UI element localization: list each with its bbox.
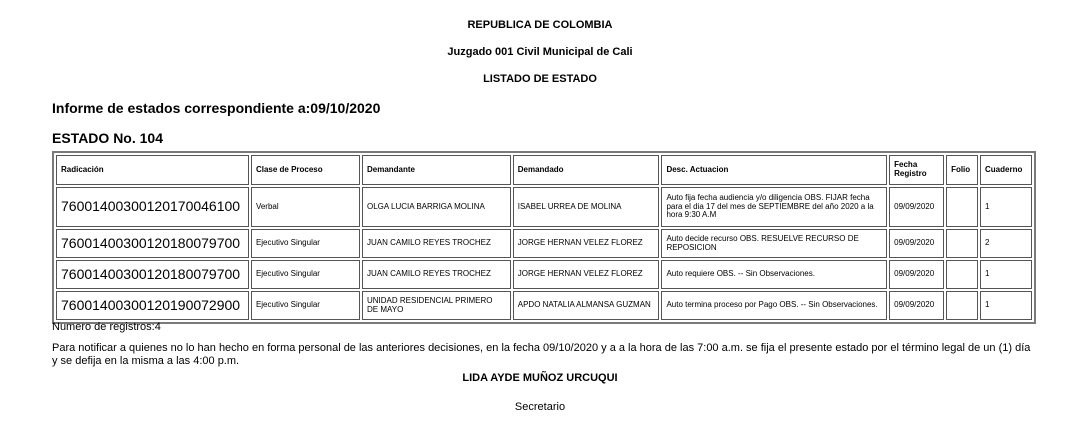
- demandado-cell: APDO NATALIA ALMANSA GUZMAN: [513, 291, 660, 320]
- column-header: Folio: [946, 155, 978, 185]
- column-header: Cuaderno: [980, 155, 1032, 185]
- header-court: Juzgado 001 Civil Municipal de Cali: [447, 46, 633, 58]
- cuaderno-cell: 1: [980, 291, 1032, 320]
- clase-proceso-cell: Ejecutivo Singular: [251, 291, 360, 320]
- clase-proceso-cell: Ejecutivo Singular: [251, 229, 360, 258]
- actuacion-cell: Auto requiere OBS. -- Sin Observaciones.: [661, 260, 887, 289]
- folio-cell: [946, 260, 978, 289]
- table-header-row: [56, 155, 1032, 185]
- cuaderno-cell: 2: [980, 229, 1032, 258]
- demandante-cell: JUAN CAMILO REYES TROCHEZ: [362, 260, 511, 289]
- fecha-cell: 09/09/2020: [889, 187, 944, 227]
- estado-table: [52, 151, 1036, 324]
- radicacion-cell: 76001400300120180079700: [56, 229, 249, 258]
- demandante-cell: JUAN CAMILO REYES TROCHEZ: [362, 229, 511, 258]
- radicacion-cell: 76001400300120190072900: [56, 291, 249, 320]
- table-row: [56, 229, 1032, 258]
- demandado-cell: ISABEL URREA DE MOLINA: [513, 187, 660, 227]
- fecha-cell: 09/09/2020: [889, 291, 944, 320]
- column-header: Fecha Registro: [889, 155, 944, 185]
- actuacion-cell: Auto termina proceso por Pago OBS. -- Sin Observaciones.: [661, 291, 887, 320]
- record-count: Numero de registros:4: [52, 321, 161, 333]
- header-country: REPUBLICA DE COLOMBIA: [467, 19, 613, 31]
- folio-cell: [946, 229, 978, 258]
- column-header: Desc. Actuacion: [661, 155, 887, 185]
- notification-paragraph: Para notificar a quienes no lo han hecho en forma personal de las anteriores decisiones, en la fecha 09/10/2020 y a a la hora de las 7:00 a.m. se fija el presente estado por el término legal de un (1) día y se defija en la misma a las 4:00 p.m.: [52, 342, 1031, 367]
- estado-number: ESTADO No. 104: [52, 130, 163, 146]
- actuacion-cell: Auto decide recurso OBS. RESUELVE RECURSO DE REPOSICION: [661, 229, 887, 258]
- cuaderno-cell: 1: [980, 187, 1032, 227]
- column-header: Clase de Proceso: [251, 155, 360, 185]
- report-date-title: Informe de estados correspondiente a:09/10/2020: [52, 100, 381, 116]
- demandante-cell: OLGA LUCIA BARRIGA MOLINA: [362, 187, 511, 227]
- column-header: Demandante: [362, 155, 511, 185]
- fecha-cell: 09/09/2020: [889, 260, 944, 289]
- demandado-cell: JORGE HERNAN VELEZ FLOREZ: [513, 260, 660, 289]
- clase-proceso-cell: Verbal: [251, 187, 360, 227]
- signer-title: Secretario: [514, 401, 566, 413]
- cuaderno-cell: 1: [980, 260, 1032, 289]
- fecha-cell: 09/09/2020: [889, 229, 944, 258]
- demandado-cell: JORGE HERNAN VELEZ FLOREZ: [513, 229, 660, 258]
- radicacion-cell: 76001400300120180079700: [56, 260, 249, 289]
- signer-name: LIDA AYDE MUÑOZ URCUQUI: [462, 372, 618, 384]
- table-row: [56, 260, 1032, 289]
- clase-proceso-cell: Ejecutivo Singular: [251, 260, 360, 289]
- radicacion-cell: 76001400300120170046100: [56, 187, 249, 227]
- column-header: Radicación: [56, 155, 249, 185]
- table-row: [56, 291, 1032, 320]
- folio-cell: [946, 291, 978, 320]
- actuacion-cell: Auto fija fecha audiencia y/o diligencia OBS. FIJAR fecha para el dia 17 del mes de SEPTIEMBRE del año 2020 a la hora 9:30 A.M: [661, 187, 887, 227]
- table-row: [56, 187, 1032, 227]
- header-list-title: LISTADO DE ESTADO: [483, 73, 597, 85]
- demandante-cell: UNIDAD RESIDENCIAL PRIMERO DE MAYO: [362, 291, 511, 320]
- folio-cell: [946, 187, 978, 227]
- column-header: Demandado: [513, 155, 660, 185]
